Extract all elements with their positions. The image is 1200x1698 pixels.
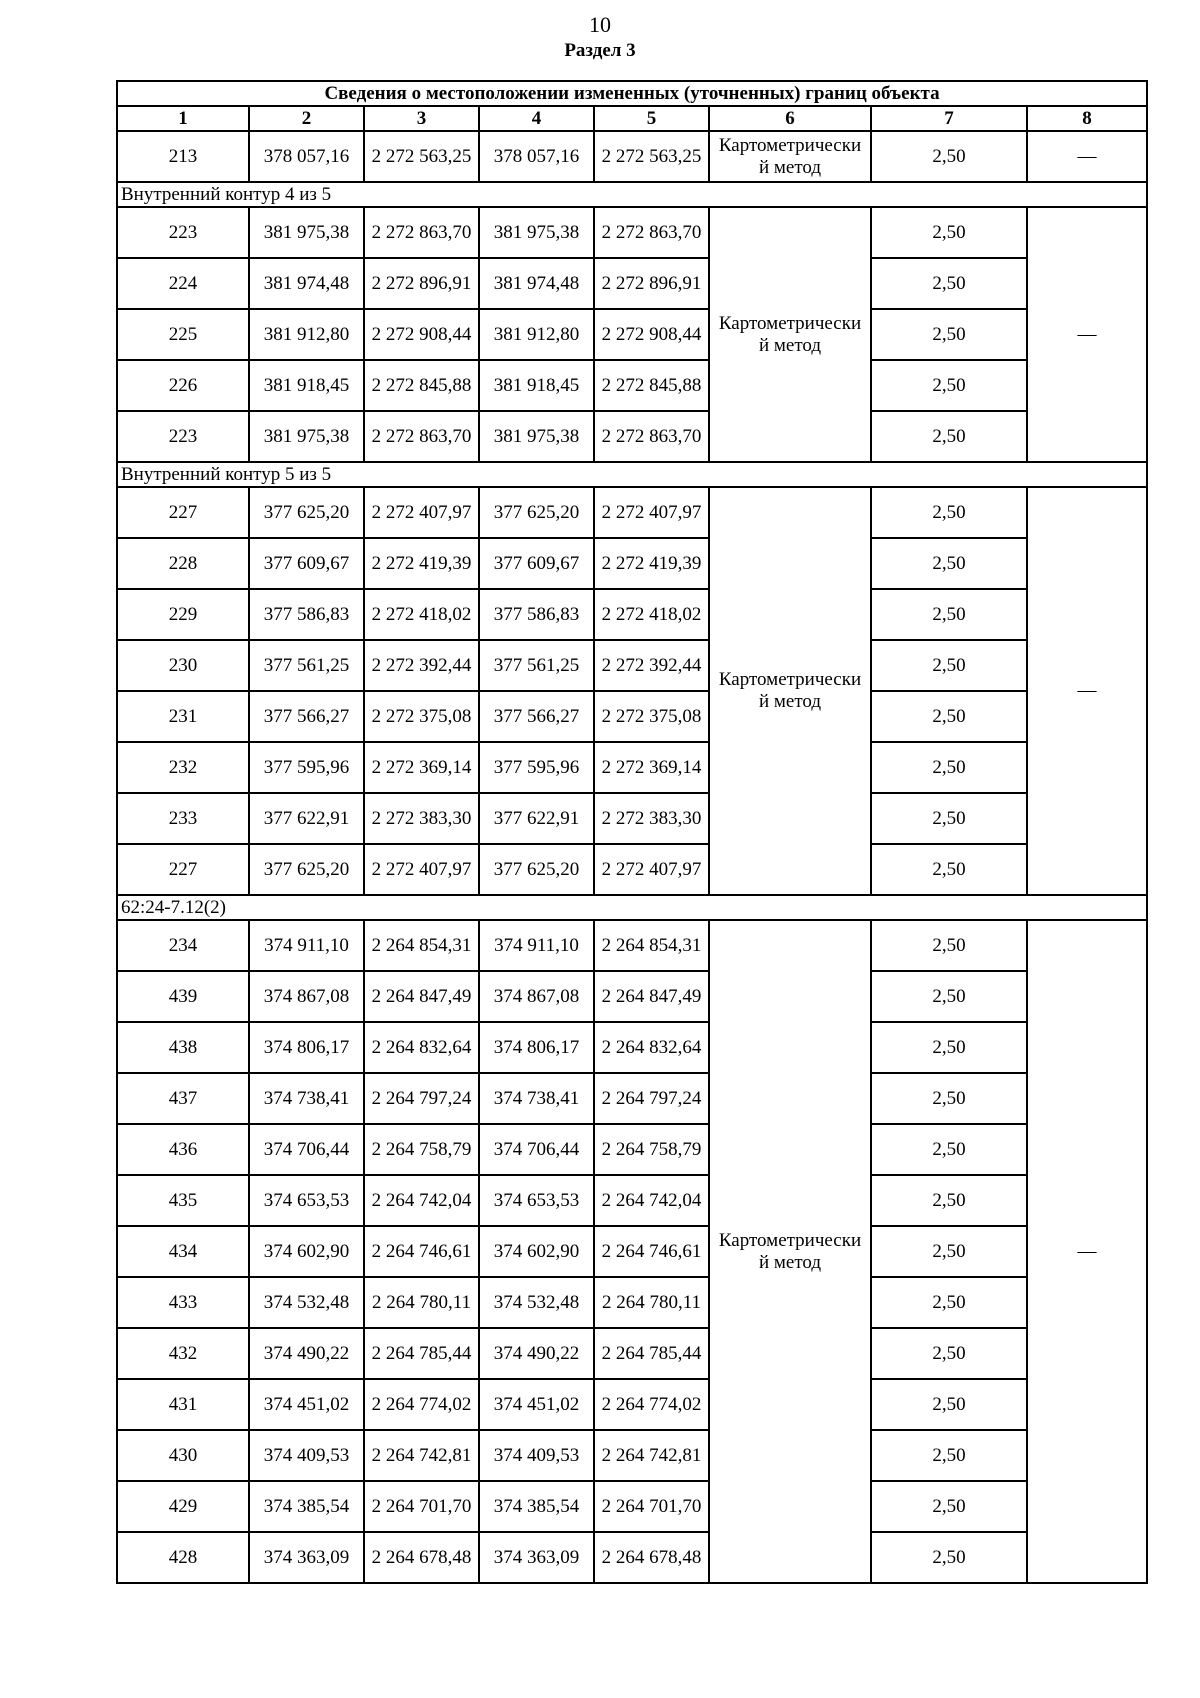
x-coordinate: 374 602,90 xyxy=(249,1226,364,1277)
table-row xyxy=(117,360,1147,411)
x-coordinate-new: 381 912,80 xyxy=(479,309,594,360)
x-coordinate-new: 377 566,27 xyxy=(479,691,594,742)
y-coordinate: 2 264 854,31 xyxy=(364,920,479,971)
column-number: 2 xyxy=(249,106,364,131)
accuracy: 2,50 xyxy=(871,1379,1027,1430)
accuracy: 2,50 xyxy=(871,360,1027,411)
group-label-row xyxy=(117,895,1147,920)
x-coordinate: 374 911,10 xyxy=(249,920,364,971)
y-coordinate-new: 2 272 419,39 xyxy=(594,538,709,589)
x-coordinate-new: 377 609,67 xyxy=(479,538,594,589)
accuracy: 2,50 xyxy=(871,920,1027,971)
accuracy: 2,50 xyxy=(871,538,1027,589)
y-coordinate: 2 264 742,81 xyxy=(364,1430,479,1481)
table-row xyxy=(117,1532,1147,1583)
table-row xyxy=(117,309,1147,360)
accuracy: 2,50 xyxy=(871,131,1027,182)
table-row xyxy=(117,589,1147,640)
y-coordinate-new: 2 272 407,97 xyxy=(594,844,709,895)
y-coordinate-new: 2 272 383,30 xyxy=(594,793,709,844)
y-coordinate-new: 2 264 742,81 xyxy=(594,1430,709,1481)
x-coordinate: 374 653,53 xyxy=(249,1175,364,1226)
y-coordinate-new: 2 272 863,70 xyxy=(594,207,709,258)
x-coordinate: 374 806,17 xyxy=(249,1022,364,1073)
table-row xyxy=(117,1175,1147,1226)
point-number: 436 xyxy=(117,1124,249,1175)
group-label-row xyxy=(117,462,1147,487)
table-row xyxy=(117,1481,1147,1532)
table-row xyxy=(117,793,1147,844)
y-coordinate: 2 272 863,70 xyxy=(364,411,479,462)
point-number: 231 xyxy=(117,691,249,742)
y-coordinate: 2 264 742,04 xyxy=(364,1175,479,1226)
point-number: 437 xyxy=(117,1073,249,1124)
accuracy: 2,50 xyxy=(871,691,1027,742)
column-number: 3 xyxy=(364,106,479,131)
x-coordinate-new: 374 532,48 xyxy=(479,1277,594,1328)
table-row xyxy=(117,844,1147,895)
method-line: Картометрически xyxy=(718,312,862,334)
table-row xyxy=(117,1073,1147,1124)
y-coordinate: 2 264 758,79 xyxy=(364,1124,479,1175)
column-number: 6 xyxy=(709,106,871,131)
y-coordinate-new: 2 264 746,61 xyxy=(594,1226,709,1277)
group-label: Внутренний контур 5 из 5 xyxy=(117,462,1147,487)
group-label: 62:24-7.12(2) xyxy=(117,895,1147,920)
table-row xyxy=(117,1226,1147,1277)
accuracy: 2,50 xyxy=(871,1532,1027,1583)
point-number: 228 xyxy=(117,538,249,589)
x-coordinate-new: 377 622,91 xyxy=(479,793,594,844)
y-coordinate: 2 272 418,02 xyxy=(364,589,479,640)
y-coordinate-new: 2 264 774,02 xyxy=(594,1379,709,1430)
accuracy: 2,50 xyxy=(871,258,1027,309)
x-coordinate-new: 374 806,17 xyxy=(479,1022,594,1073)
y-coordinate: 2 272 563,25 xyxy=(364,131,479,182)
y-coordinate-new: 2 272 418,02 xyxy=(594,589,709,640)
y-coordinate-new: 2 264 832,64 xyxy=(594,1022,709,1073)
x-coordinate-new: 381 975,38 xyxy=(479,207,594,258)
method-cell xyxy=(709,131,871,182)
accuracy: 2,50 xyxy=(871,309,1027,360)
x-coordinate-new: 374 706,44 xyxy=(479,1124,594,1175)
table-row xyxy=(117,1430,1147,1481)
table-row xyxy=(117,1379,1147,1430)
y-coordinate: 2 272 392,44 xyxy=(364,640,479,691)
y-coordinate: 2 264 701,70 xyxy=(364,1481,479,1532)
x-coordinate-new: 377 561,25 xyxy=(479,640,594,691)
x-coordinate: 374 706,44 xyxy=(249,1124,364,1175)
group-label: Внутренний контур 4 из 5 xyxy=(117,182,1147,207)
accuracy: 2,50 xyxy=(871,411,1027,462)
point-number: 213 xyxy=(117,131,249,182)
x-coordinate-new: 374 653,53 xyxy=(479,1175,594,1226)
x-coordinate-new: 374 385,54 xyxy=(479,1481,594,1532)
point-number: 234 xyxy=(117,920,249,971)
y-coordinate-new: 2 272 392,44 xyxy=(594,640,709,691)
y-coordinate-new: 2 264 742,04 xyxy=(594,1175,709,1226)
y-coordinate: 2 272 845,88 xyxy=(364,360,479,411)
x-coordinate: 381 918,45 xyxy=(249,360,364,411)
y-coordinate: 2 272 383,30 xyxy=(364,793,479,844)
accuracy: 2,50 xyxy=(871,1277,1027,1328)
point-number: 223 xyxy=(117,411,249,462)
note-dash: — xyxy=(1027,207,1147,462)
y-coordinate-new: 2 272 407,97 xyxy=(594,487,709,538)
column-number: 1 xyxy=(117,106,249,131)
y-coordinate: 2 272 369,14 xyxy=(364,742,479,793)
table-row xyxy=(117,207,1147,258)
y-coordinate-new: 2 264 785,44 xyxy=(594,1328,709,1379)
x-coordinate-new: 377 625,20 xyxy=(479,844,594,895)
method-line: й метод xyxy=(758,1251,822,1273)
y-coordinate-new: 2 264 758,79 xyxy=(594,1124,709,1175)
x-coordinate-new: 378 057,16 xyxy=(479,131,594,182)
y-coordinate-new: 2 272 845,88 xyxy=(594,360,709,411)
page-number: 10 xyxy=(589,12,611,37)
table-row xyxy=(117,1277,1147,1328)
accuracy: 2,50 xyxy=(871,1328,1027,1379)
x-coordinate: 381 975,38 xyxy=(249,207,364,258)
point-number: 229 xyxy=(117,589,249,640)
method-line: й метод xyxy=(758,334,822,356)
point-number: 435 xyxy=(117,1175,249,1226)
y-coordinate-new: 2 264 854,31 xyxy=(594,920,709,971)
y-coordinate-new: 2 272 908,44 xyxy=(594,309,709,360)
point-number: 226 xyxy=(117,360,249,411)
x-coordinate-new: 377 625,20 xyxy=(479,487,594,538)
table-row xyxy=(117,1124,1147,1175)
x-coordinate-new: 374 738,41 xyxy=(479,1073,594,1124)
boundary-points-table xyxy=(116,80,1148,1584)
section-title: Раздел 3 xyxy=(564,40,636,61)
column-number: 8 xyxy=(1027,106,1147,131)
method-line: Картометрически xyxy=(718,1229,862,1251)
x-coordinate: 381 974,48 xyxy=(249,258,364,309)
x-coordinate: 374 451,02 xyxy=(249,1379,364,1430)
x-coordinate: 374 385,54 xyxy=(249,1481,364,1532)
accuracy: 2,50 xyxy=(871,487,1027,538)
y-coordinate-new: 2 272 375,08 xyxy=(594,691,709,742)
x-coordinate-new: 381 974,48 xyxy=(479,258,594,309)
method-cell xyxy=(709,920,871,1583)
method-line: Картометрически xyxy=(718,669,862,690)
x-coordinate: 377 609,67 xyxy=(249,538,364,589)
x-coordinate: 374 532,48 xyxy=(249,1277,364,1328)
table-row xyxy=(117,1328,1147,1379)
y-coordinate-new: 2 264 678,48 xyxy=(594,1532,709,1583)
y-coordinate-new: 2 272 369,14 xyxy=(594,742,709,793)
column-number: 7 xyxy=(871,106,1027,131)
accuracy: 2,50 xyxy=(871,1073,1027,1124)
x-coordinate-new: 374 363,09 xyxy=(479,1532,594,1583)
column-number: 4 xyxy=(479,106,594,131)
method-cell xyxy=(709,487,871,895)
y-coordinate-new: 2 264 797,24 xyxy=(594,1073,709,1124)
accuracy: 2,50 xyxy=(871,589,1027,640)
point-number: 433 xyxy=(117,1277,249,1328)
y-coordinate: 2 264 678,48 xyxy=(364,1532,479,1583)
y-coordinate-new: 2 272 863,70 xyxy=(594,411,709,462)
x-coordinate: 381 912,80 xyxy=(249,309,364,360)
point-number: 431 xyxy=(117,1379,249,1430)
table-row xyxy=(117,640,1147,691)
table-row xyxy=(117,742,1147,793)
accuracy: 2,50 xyxy=(871,1430,1027,1481)
y-coordinate: 2 272 419,39 xyxy=(364,538,479,589)
y-coordinate: 2 264 832,64 xyxy=(364,1022,479,1073)
point-number: 225 xyxy=(117,309,249,360)
x-coordinate-new: 377 595,96 xyxy=(479,742,594,793)
x-coordinate: 377 625,20 xyxy=(249,844,364,895)
method-line: Картометрически xyxy=(718,134,862,156)
point-number: 434 xyxy=(117,1226,249,1277)
point-number: 428 xyxy=(117,1532,249,1583)
point-number: 429 xyxy=(117,1481,249,1532)
note-dash: — xyxy=(1027,920,1147,1583)
accuracy: 2,50 xyxy=(871,1481,1027,1532)
point-number: 438 xyxy=(117,1022,249,1073)
x-coordinate: 377 566,27 xyxy=(249,691,364,742)
x-coordinate-new: 377 586,83 xyxy=(479,589,594,640)
point-number: 227 xyxy=(117,844,249,895)
table-row xyxy=(117,691,1147,742)
method-cell xyxy=(709,207,871,462)
note-dash: — xyxy=(1027,131,1147,182)
y-coordinate: 2 264 746,61 xyxy=(364,1226,479,1277)
y-coordinate: 2 272 863,70 xyxy=(364,207,479,258)
y-coordinate: 2 272 407,97 xyxy=(364,487,479,538)
point-number: 227 xyxy=(117,487,249,538)
x-coordinate: 381 975,38 xyxy=(249,411,364,462)
y-coordinate-new: 2 264 701,70 xyxy=(594,1481,709,1532)
x-coordinate-new: 374 911,10 xyxy=(479,920,594,971)
y-coordinate: 2 272 407,97 xyxy=(364,844,479,895)
note-dash: — xyxy=(1027,487,1147,895)
x-coordinate: 377 561,25 xyxy=(249,640,364,691)
y-coordinate: 2 264 780,11 xyxy=(364,1277,479,1328)
x-coordinate: 374 409,53 xyxy=(249,1430,364,1481)
point-number: 430 xyxy=(117,1430,249,1481)
table-row xyxy=(117,411,1147,462)
accuracy: 2,50 xyxy=(871,1022,1027,1073)
accuracy: 2,50 xyxy=(871,640,1027,691)
column-number-row xyxy=(117,106,1147,131)
x-coordinate: 374 363,09 xyxy=(249,1532,364,1583)
y-coordinate: 2 272 908,44 xyxy=(364,309,479,360)
point-number: 232 xyxy=(117,742,249,793)
x-coordinate: 377 595,96 xyxy=(249,742,364,793)
table-row xyxy=(117,1022,1147,1073)
point-number: 223 xyxy=(117,207,249,258)
table-row xyxy=(117,131,1147,182)
y-coordinate: 2 264 847,49 xyxy=(364,971,479,1022)
point-number: 224 xyxy=(117,258,249,309)
method-line: й метод xyxy=(758,691,822,712)
x-coordinate-new: 381 975,38 xyxy=(479,411,594,462)
y-coordinate: 2 264 774,02 xyxy=(364,1379,479,1430)
x-coordinate: 374 490,22 xyxy=(249,1328,364,1379)
accuracy: 2,50 xyxy=(871,207,1027,258)
accuracy: 2,50 xyxy=(871,1124,1027,1175)
y-coordinate-new: 2 272 896,91 xyxy=(594,258,709,309)
accuracy: 2,50 xyxy=(871,742,1027,793)
column-number: 5 xyxy=(594,106,709,131)
table-row xyxy=(117,920,1147,971)
x-coordinate-new: 374 867,08 xyxy=(479,971,594,1022)
point-number: 439 xyxy=(117,971,249,1022)
y-coordinate: 2 264 797,24 xyxy=(364,1073,479,1124)
x-coordinate: 374 867,08 xyxy=(249,971,364,1022)
y-coordinate: 2 272 375,08 xyxy=(364,691,479,742)
x-coordinate: 377 622,91 xyxy=(249,793,364,844)
accuracy: 2,50 xyxy=(871,793,1027,844)
group-label-row xyxy=(117,182,1147,207)
accuracy: 2,50 xyxy=(871,1175,1027,1226)
point-number: 230 xyxy=(117,640,249,691)
y-coordinate-new: 2 272 563,25 xyxy=(594,131,709,182)
y-coordinate-new: 2 264 780,11 xyxy=(594,1277,709,1328)
table-caption: Сведения о местоположении измененных (уточненных) границ объекта xyxy=(117,81,1147,106)
x-coordinate-new: 374 451,02 xyxy=(479,1379,594,1430)
table-row xyxy=(117,538,1147,589)
y-coordinate: 2 272 896,91 xyxy=(364,258,479,309)
accuracy: 2,50 xyxy=(871,1226,1027,1277)
x-coordinate-new: 381 918,45 xyxy=(479,360,594,411)
table-row xyxy=(117,258,1147,309)
point-number: 432 xyxy=(117,1328,249,1379)
table-row xyxy=(117,487,1147,538)
table-row xyxy=(117,971,1147,1022)
x-coordinate-new: 374 490,22 xyxy=(479,1328,594,1379)
y-coordinate: 2 264 785,44 xyxy=(364,1328,479,1379)
x-coordinate-new: 374 409,53 xyxy=(479,1430,594,1481)
accuracy: 2,50 xyxy=(871,844,1027,895)
x-coordinate: 378 057,16 xyxy=(249,131,364,182)
x-coordinate-new: 374 602,90 xyxy=(479,1226,594,1277)
method-line: й метод xyxy=(758,156,822,178)
accuracy: 2,50 xyxy=(871,971,1027,1022)
y-coordinate-new: 2 264 847,49 xyxy=(594,971,709,1022)
x-coordinate: 377 625,20 xyxy=(249,487,364,538)
x-coordinate: 374 738,41 xyxy=(249,1073,364,1124)
x-coordinate: 377 586,83 xyxy=(249,589,364,640)
point-number: 233 xyxy=(117,793,249,844)
